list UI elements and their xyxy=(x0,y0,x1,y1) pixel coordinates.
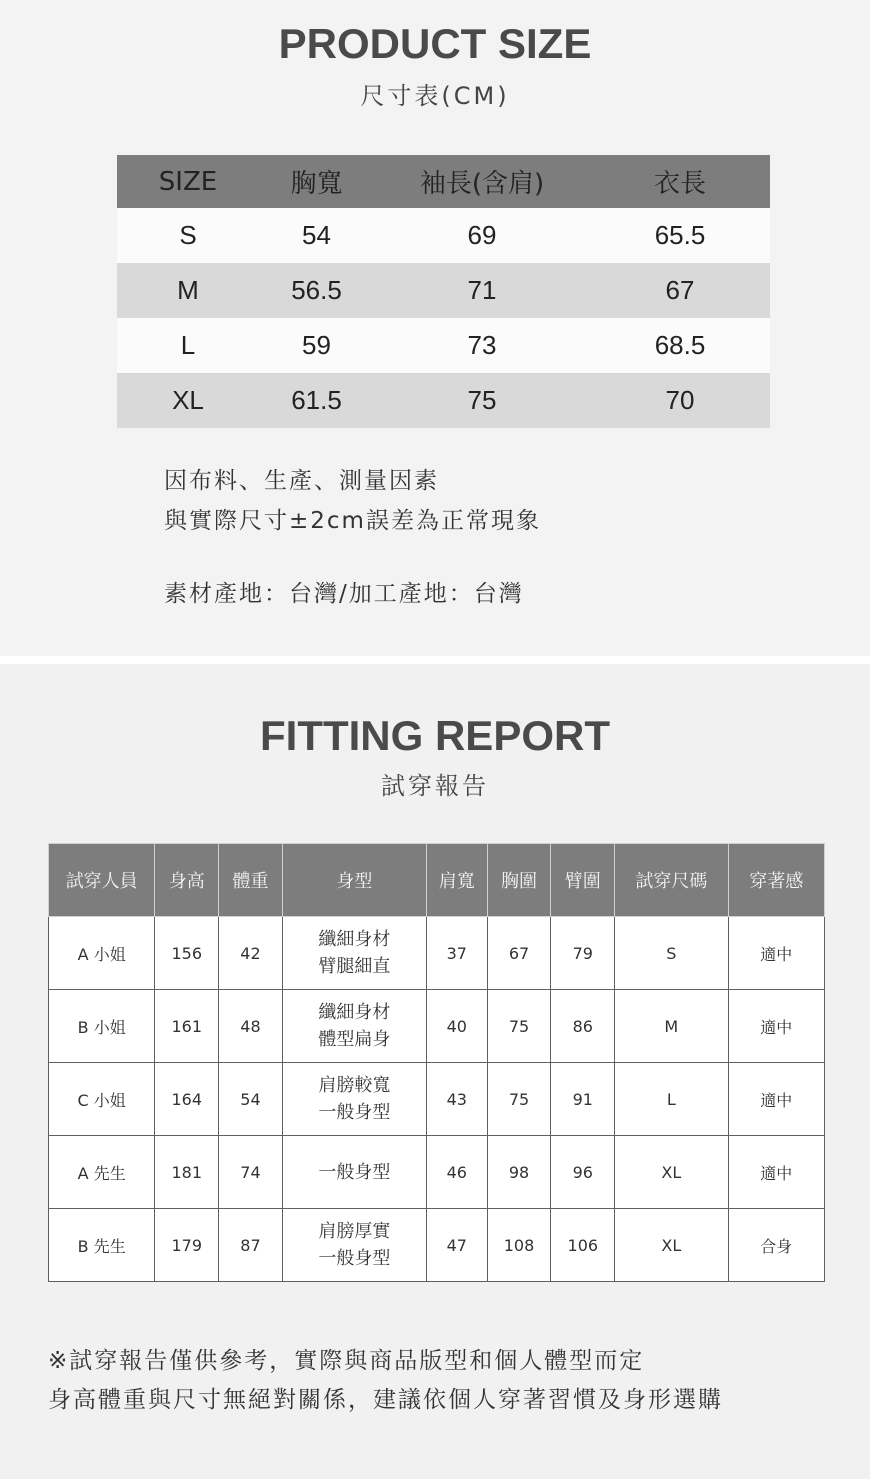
body-type-cell xyxy=(282,1209,426,1282)
size-cell: 59 xyxy=(259,318,374,373)
size-table-header xyxy=(117,155,770,208)
feel-cell: 合身 xyxy=(728,1209,825,1282)
size-cell: 67 xyxy=(590,263,770,318)
feel-cell: 適中 xyxy=(728,990,825,1063)
shoulder-cell: 46 xyxy=(426,1136,487,1209)
size-row xyxy=(117,208,770,263)
fitting-header-cell: 身型 xyxy=(282,844,426,917)
arm-cell: 91 xyxy=(551,1063,615,1136)
arm-cell: 86 xyxy=(551,990,615,1063)
size-cell: 56.5 xyxy=(259,263,374,318)
weight-cell: 74 xyxy=(219,1136,283,1209)
fitting-header-cell: 肩寬 xyxy=(426,844,487,917)
size-cell: 69 xyxy=(374,208,590,263)
body-type-line: 纖細身材 xyxy=(318,1002,391,1023)
weight-cell: 87 xyxy=(219,1209,283,1282)
shoulder-cell: 43 xyxy=(426,1063,487,1136)
body-type-cell xyxy=(282,1136,426,1209)
size-row xyxy=(117,318,770,373)
size-worn-cell: XL xyxy=(615,1209,728,1282)
body-type-line: 肩膀較寬 xyxy=(318,1075,391,1096)
size-table xyxy=(117,155,770,428)
weight-cell: 48 xyxy=(219,990,283,1063)
person-cell: B 小姐 xyxy=(49,990,155,1063)
body-type-cell xyxy=(282,917,426,990)
body-type-cell xyxy=(282,990,426,1063)
size-cell: S xyxy=(117,208,259,263)
shoulder-cell: 37 xyxy=(426,917,487,990)
chest-cell: 75 xyxy=(487,1063,551,1136)
chest-cell: 75 xyxy=(487,990,551,1063)
size-header-cell: 袖長(含肩) xyxy=(374,155,590,208)
arm-cell: 96 xyxy=(551,1136,615,1209)
fitting-header-cell: 試穿人員 xyxy=(49,844,155,917)
arm-cell: 106 xyxy=(551,1209,615,1282)
body-type-line: 臂腿細直 xyxy=(318,956,391,977)
section-divider xyxy=(0,656,870,664)
size-cell: 75 xyxy=(374,373,590,428)
fitting-title-en: FITTING REPORT xyxy=(260,712,610,759)
chest-cell: 108 xyxy=(487,1209,551,1282)
size-header-cell: 衣長 xyxy=(590,155,770,208)
fitting-row xyxy=(49,1209,825,1282)
size-cell: 68.5 xyxy=(590,318,770,373)
size-title-en: PRODUCT SIZE xyxy=(278,20,592,67)
height-cell: 164 xyxy=(155,1063,219,1136)
size-cell: 61.5 xyxy=(259,373,374,428)
height-cell: 179 xyxy=(155,1209,219,1282)
size-cell: L xyxy=(117,318,259,373)
size-header-cell: 胸寬 xyxy=(259,155,374,208)
size-worn-cell: S xyxy=(615,917,728,990)
fitting-header-cell: 試穿尺碼 xyxy=(615,844,728,917)
body-type-line: 纖細身材 xyxy=(318,929,391,950)
arm-cell: 79 xyxy=(551,917,615,990)
body-type-cell xyxy=(282,1063,426,1136)
size-cell: 70 xyxy=(590,373,770,428)
size-cell: 71 xyxy=(374,263,590,318)
body-type-line: 肩膀厚實 xyxy=(318,1221,391,1242)
feel-cell: 適中 xyxy=(728,1136,825,1209)
fitting-header-cell: 臂圍 xyxy=(551,844,615,917)
height-cell: 161 xyxy=(155,990,219,1063)
size-row xyxy=(117,373,770,428)
feel-cell: 適中 xyxy=(728,917,825,990)
fitting-header-cell: 胸圍 xyxy=(487,844,551,917)
height-cell: 156 xyxy=(155,917,219,990)
fitting-header-cell: 身高 xyxy=(155,844,219,917)
fitting-header-cell: 體重 xyxy=(219,844,283,917)
fitting-row xyxy=(49,1063,825,1136)
body-type-line: 一般身型 xyxy=(318,1248,391,1269)
size-cell: 54 xyxy=(259,208,374,263)
size-title-zh: 尺寸表(CM) xyxy=(360,82,510,110)
size-note-line2: 與實際尺寸±2cm誤差為正常現象 xyxy=(164,508,541,534)
size-worn-cell: M xyxy=(615,990,728,1063)
chest-cell: 67 xyxy=(487,917,551,990)
person-cell: A 小姐 xyxy=(49,917,155,990)
disclaimer-line2: 身高體重與尺寸無絕對關係，建議依個人穿著習慣及身形選購 xyxy=(48,1387,723,1413)
body-type-line: 體型扁身 xyxy=(318,1029,391,1050)
fitting-table xyxy=(48,843,825,1282)
fitting-row xyxy=(49,990,825,1063)
size-worn-cell: XL xyxy=(615,1136,728,1209)
size-cell: XL xyxy=(117,373,259,428)
person-cell: B 先生 xyxy=(49,1209,155,1282)
size-note-line1: 因布料、生產、測量因素 xyxy=(164,468,439,494)
size-cell: M xyxy=(117,263,259,318)
body-type-line: 一般身型 xyxy=(318,1161,391,1183)
fitting-row xyxy=(49,917,825,990)
chest-cell: 98 xyxy=(487,1136,551,1209)
size-header-cell: SIZE xyxy=(117,155,259,208)
feel-cell: 適中 xyxy=(728,1063,825,1136)
size-cell: 73 xyxy=(374,318,590,373)
shoulder-cell: 40 xyxy=(426,990,487,1063)
shoulder-cell: 47 xyxy=(426,1209,487,1282)
fitting-row xyxy=(49,1136,825,1209)
size-worn-cell: L xyxy=(615,1063,728,1136)
person-cell: A 先生 xyxy=(49,1136,155,1209)
body-type-line: 一般身型 xyxy=(318,1102,391,1123)
fitting-header-cell: 穿著感 xyxy=(728,844,825,917)
size-row xyxy=(117,263,770,318)
height-cell: 181 xyxy=(155,1136,219,1209)
weight-cell: 42 xyxy=(219,917,283,990)
origin-note: 素材產地：台灣/加工產地：台灣 xyxy=(164,581,524,607)
fitting-table-header xyxy=(49,844,825,917)
person-cell: C 小姐 xyxy=(49,1063,155,1136)
disclaimer-line1: ※試穿報告僅供參考，實際與商品版型和個人體型而定 xyxy=(48,1348,645,1374)
weight-cell: 54 xyxy=(219,1063,283,1136)
size-cell: 65.5 xyxy=(590,208,770,263)
fitting-title-zh: 試穿報告 xyxy=(381,772,489,800)
